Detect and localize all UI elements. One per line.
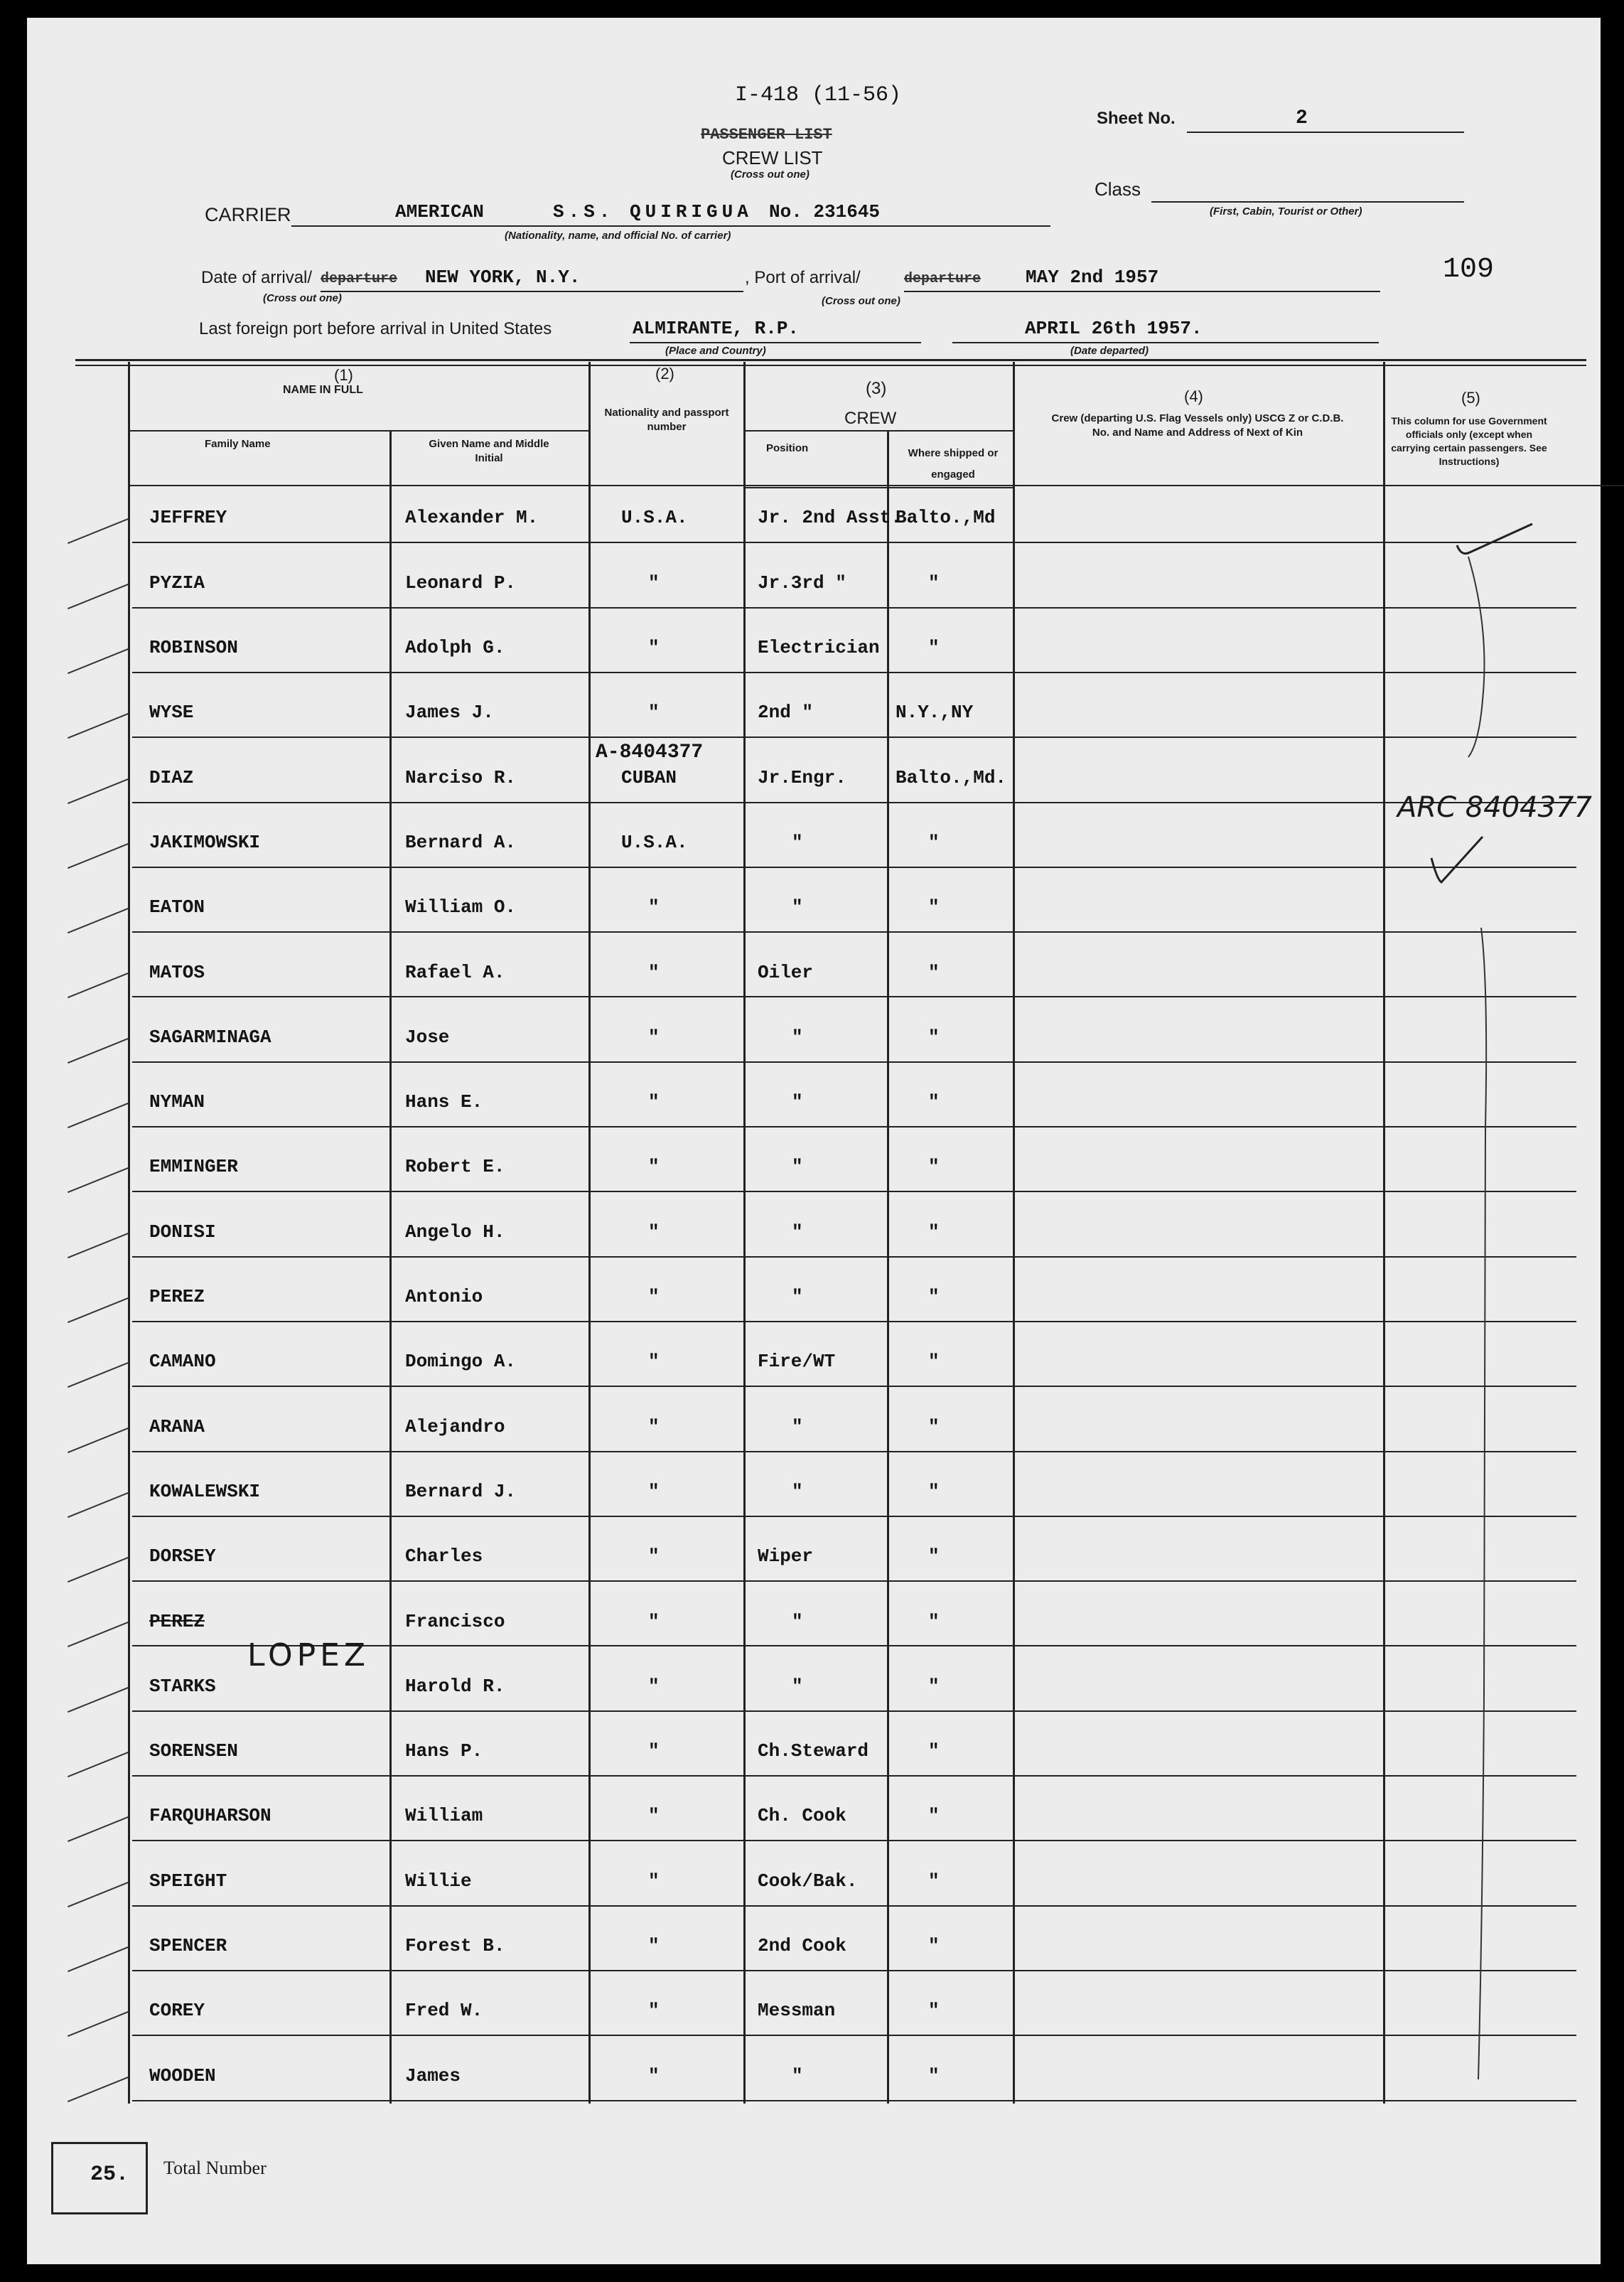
col3a-position: Position [766, 442, 809, 454]
sheet-number: 2 [1296, 107, 1308, 129]
struck-departure-2: departure [904, 271, 982, 287]
row-rule [132, 1061, 1576, 1063]
family-name-cell: PEREZ [149, 1286, 205, 1307]
col1-title: NAME IN FULL [283, 384, 363, 396]
row-rule [132, 2100, 1576, 2101]
row-rule [132, 802, 1576, 803]
family-name-cell: EATON [149, 896, 205, 918]
carrier-note: (Nationality, name, and official No. of carrier) [505, 230, 731, 242]
position-cell: " [792, 896, 803, 918]
family-name-cell: JAKIMOWSKI [149, 832, 261, 853]
family-name-cell: SPEIGHT [149, 1870, 227, 1892]
row-rule [132, 1451, 1576, 1452]
row-rule [132, 1386, 1576, 1387]
nationality-cell: " [648, 1286, 660, 1307]
col3-title: CREW [844, 409, 897, 428]
total-label: Total Number [163, 2158, 267, 2178]
cross-note-2: (Cross out one) [822, 295, 900, 307]
row-number-slash [68, 1752, 129, 1777]
passport-number-diaz: A-8404377 [596, 741, 704, 764]
row-rule [132, 1256, 1576, 1258]
row-rule [132, 607, 1576, 609]
position-cell: Messman [758, 2000, 836, 2021]
family-name-cell: DIAZ [149, 767, 194, 788]
family-name-cell: EMMINGER [149, 1156, 238, 1177]
bracket-line-icon [1468, 557, 1485, 757]
where-shipped-cell: Balto.,Md. [896, 767, 1007, 788]
given-name-cell: Antonio [405, 1286, 483, 1307]
last-port-value: ALMIRANTE, R.P. [633, 318, 800, 339]
family-name-cell: COREY [149, 2000, 205, 2021]
handwritten-lopez: LOPEZ [247, 1637, 370, 1673]
where-shipped-cell: " [928, 1611, 940, 1632]
given-name-cell: William O. [405, 896, 517, 918]
struck-departure: departure [321, 271, 398, 287]
row-rule [132, 1905, 1576, 1907]
position-cell: 2nd Cook [758, 1935, 846, 1956]
total-value: 25. [90, 2163, 129, 2187]
nationality-cell: " [648, 1481, 660, 1502]
struck-passenger-list: PASSENGER LIST [701, 126, 832, 144]
position-cell: 2nd " [758, 702, 814, 723]
position-cell: Wiper [758, 1546, 814, 1567]
nationality-cell: " [648, 962, 660, 983]
row-number-slash [68, 1167, 129, 1193]
family-name-cell: ARANA [149, 1416, 205, 1437]
row-rule [132, 1970, 1576, 1971]
row-rule [132, 1321, 1576, 1322]
col4-title: Crew (departing U.S. Flag Vessels only) USCG Z or C.D.B. No. and Name and Address of Next of Kin [1051, 412, 1344, 439]
nationality-cell: " [648, 1740, 660, 1762]
family-name-cell: SAGARMINAGA [149, 1027, 271, 1048]
where-shipped-cell: " [928, 572, 940, 594]
position-cell: Ch.Steward [758, 1740, 869, 1762]
given-name-cell: Rafael A. [405, 962, 505, 983]
position-cell: Cook/Bak. [758, 1870, 858, 1892]
where-shipped-cell: " [928, 896, 940, 918]
position-cell: Fire/WT [758, 1351, 836, 1372]
where-shipped-cell: " [928, 1156, 940, 1177]
total-box [51, 2142, 148, 2214]
row-number-slash [68, 778, 129, 804]
cross-note-1: (Cross out one) [263, 292, 342, 304]
row-number-slash [68, 2077, 129, 2102]
row-number-slash [68, 1946, 129, 1972]
family-name-cell: SPENCER [149, 1935, 227, 1956]
where-shipped-cell: " [928, 832, 940, 853]
row-number-slash [68, 2011, 129, 2037]
row-rule [132, 1775, 1576, 1777]
where-shipped-cell: " [928, 1676, 940, 1697]
departed-date-value: APRIL 26th 1957. [1025, 318, 1203, 339]
sheet-label: Sheet No. [1097, 109, 1176, 128]
given-name-cell: Bernard A. [405, 832, 517, 853]
date-note: (Date departed) [1070, 345, 1149, 357]
where-shipped-cell: " [928, 1870, 940, 1892]
row-rule [132, 867, 1576, 868]
crew-list-form [27, 18, 1601, 2264]
family-name-cell: WYSE [149, 702, 194, 723]
given-name-cell: Francisco [405, 1611, 505, 1632]
row-number-slash [68, 1882, 129, 1907]
nationality-cell: U.S.A. [621, 507, 688, 528]
row-rule [132, 1516, 1576, 1517]
page-number: 109 [1443, 254, 1495, 286]
where-shipped-cell: " [928, 1091, 940, 1113]
family-name-cell: KOWALEWSKI [149, 1481, 261, 1502]
family-name-cell: FARQUHARSON [149, 1805, 271, 1826]
col4-number: (4) [1184, 387, 1203, 405]
col1-number: (1) [334, 366, 353, 384]
col5-number: (5) [1461, 389, 1480, 407]
nationality-cell: " [648, 1611, 660, 1632]
carrier-name: S.S. QUIRIGUA [553, 201, 753, 223]
where-shipped-cell: " [928, 1351, 940, 1372]
position-cell: Ch. Cook [758, 1805, 846, 1826]
position-cell: " [792, 1416, 803, 1437]
row-rule [132, 1710, 1576, 1712]
row-number-slash [68, 908, 129, 933]
row-rule [132, 1580, 1576, 1582]
row-number-slash [68, 518, 129, 544]
checkmark-icon [1431, 837, 1483, 882]
where-shipped-cell: Balto.,Md [896, 507, 996, 528]
row-number-slash [68, 648, 129, 674]
given-name-cell: Domingo A. [405, 1351, 517, 1372]
row-number-slash [68, 584, 129, 609]
where-shipped-cell: " [928, 1027, 940, 1048]
where-shipped-cell: N.Y.,NY [896, 702, 974, 723]
position-cell: " [792, 832, 803, 853]
row-number-slash [68, 843, 129, 869]
family-name-cell: PYZIA [149, 572, 205, 594]
where-shipped-cell: " [928, 1286, 940, 1307]
row-number-slash [68, 1492, 129, 1518]
nationality-cell: " [648, 572, 660, 594]
where-shipped-cell: " [928, 2065, 940, 2087]
family-name-cell: DONISI [149, 1221, 216, 1243]
given-name-cell: Adolph G. [405, 637, 505, 658]
position-cell: Oiler [758, 962, 814, 983]
position-cell: Jr.Engr. [758, 767, 846, 788]
family-name-cell: JEFFREY [149, 507, 227, 528]
family-name-cell: DORSEY [149, 1546, 216, 1567]
col3b-where-shipped: Where shipped or engaged [908, 447, 999, 481]
last-port-label: Last foreign port before arrival in United States [199, 319, 552, 338]
col1b-given-name: Given Name and Middle Initial [429, 438, 549, 464]
where-shipped-cell: " [928, 2000, 940, 2021]
col3-number: (3) [866, 379, 887, 398]
nationality-cell: " [648, 1935, 660, 1956]
carrier-official-number: No. 231645 [769, 201, 881, 223]
form-title: CREW LIST [722, 147, 823, 168]
form-number: I-418 (11-56) [735, 83, 902, 107]
col2-number: (2) [655, 365, 674, 382]
given-name-cell: Fred W. [405, 2000, 483, 2021]
position-cell: " [792, 1221, 803, 1243]
where-shipped-cell: " [928, 1481, 940, 1502]
family-name-cell: WOODEN [149, 2065, 216, 2087]
given-name-cell: James J. [405, 702, 494, 723]
nationality-cell: " [648, 2065, 660, 2087]
position-cell: " [792, 1027, 803, 1048]
position-cell: " [792, 1481, 803, 1502]
nationality-cell: " [648, 1870, 660, 1892]
row-rule [132, 931, 1576, 933]
row-number-slash [68, 1103, 129, 1128]
position-cell: " [792, 2065, 803, 2087]
family-name-cell: SORENSEN [149, 1740, 238, 1762]
class-label: Class [1095, 178, 1141, 200]
row-number-slash [68, 973, 129, 998]
family-name-cell: CAMANO [149, 1351, 216, 1372]
nationality-cell: " [648, 1546, 660, 1567]
arrival-date-value: MAY 2nd 1957 [1026, 267, 1159, 288]
given-name-cell: Narciso R. [405, 767, 517, 788]
arrival-port-value: NEW YORK, N.Y. [425, 267, 581, 288]
row-number-slash [68, 1362, 129, 1388]
nationality-cell: " [648, 1416, 660, 1437]
given-name-cell: Charles [405, 1546, 483, 1567]
given-name-cell: Angelo H. [405, 1221, 505, 1243]
date-of-arrival-label: Date of arrival/ [201, 268, 313, 287]
nationality-cell: " [648, 702, 660, 723]
row-number-slash [68, 1687, 129, 1713]
position-cell: Electrician [758, 637, 880, 658]
bracket-line-icon [1478, 928, 1486, 2079]
position-cell: " [792, 1091, 803, 1113]
where-shipped-cell: " [928, 962, 940, 983]
position-cell: " [792, 1676, 803, 1697]
nationality-cell: " [648, 2000, 660, 2021]
handwritten-arc-number: ARC 8404377 [1397, 791, 1592, 824]
carrier-nationality: AMERICAN [395, 201, 484, 223]
row-number-slash [68, 1427, 129, 1453]
row-rule [132, 1191, 1576, 1192]
nationality-cell: U.S.A. [621, 832, 688, 853]
checkmark-annotations [1383, 487, 1554, 2122]
row-rule [132, 996, 1576, 997]
given-name-cell: Forest B. [405, 1935, 505, 1956]
checkmark-icon [1457, 524, 1532, 554]
row-number-slash [68, 1557, 129, 1582]
nationality-cell: " [648, 1091, 660, 1113]
family-name-cell: ROBINSON [149, 637, 238, 658]
row-rule [132, 1126, 1576, 1127]
where-shipped-cell: " [928, 1740, 940, 1762]
row-rule [132, 542, 1576, 543]
place-note: (Place and Country) [665, 345, 766, 357]
position-cell: Jr.3rd " [758, 572, 846, 594]
position-cell: " [792, 1156, 803, 1177]
nationality-cell: " [648, 1156, 660, 1177]
col2-title: Nationality and passport number [604, 407, 729, 433]
given-name-cell: Hans P. [405, 1740, 483, 1762]
given-name-cell: Alexander M. [405, 507, 539, 528]
given-name-cell: Bernard J. [405, 1481, 517, 1502]
nationality-cell: CUBAN [621, 767, 677, 788]
row-number-slash [68, 1816, 129, 1842]
nationality-cell: " [648, 637, 660, 658]
given-name-cell: Alejandro [405, 1416, 505, 1437]
row-rule [132, 672, 1576, 673]
row-number-slash [68, 1297, 129, 1323]
port-of-arrival-label: , Port of arrival/ [745, 268, 861, 287]
position-cell: " [792, 1286, 803, 1307]
given-name-cell: Leonard P. [405, 572, 517, 594]
title-note: (Cross out one) [731, 168, 810, 181]
nationality-cell: " [648, 1676, 660, 1697]
family-name-cell: NYMAN [149, 1091, 205, 1113]
position-cell: " [792, 1611, 803, 1632]
class-note: (First, Cabin, Tourist or Other) [1210, 205, 1362, 218]
row-number-slash [68, 1233, 129, 1258]
given-name-cell: James [405, 2065, 461, 2087]
col1a-family-name: Family Name [205, 438, 271, 450]
nationality-cell: " [648, 1221, 660, 1243]
col5-title: This column for use Government officials only (except when carrying certain passengers. See Instructions) [1391, 415, 1547, 467]
given-name-cell: Willie [405, 1870, 472, 1892]
where-shipped-cell: " [928, 1805, 940, 1826]
row-rule [132, 2035, 1576, 2036]
where-shipped-cell: " [928, 1221, 940, 1243]
where-shipped-cell: " [928, 1546, 940, 1567]
where-shipped-cell: " [928, 1416, 940, 1437]
row-number-slash [68, 1038, 129, 1064]
given-name-cell: Robert E. [405, 1156, 505, 1177]
given-name-cell: Harold R. [405, 1676, 505, 1697]
nationality-cell: " [648, 1027, 660, 1048]
nationality-cell: " [648, 896, 660, 918]
given-name-cell: Jose [405, 1027, 450, 1048]
family-name-cell: MATOS [149, 962, 205, 983]
where-shipped-cell: " [928, 1935, 940, 1956]
given-name-cell: Hans E. [405, 1091, 483, 1113]
row-number-slash [68, 713, 129, 739]
nationality-cell: " [648, 1805, 660, 1826]
carrier-label: CARRIER [205, 204, 291, 225]
nationality-cell: " [648, 1351, 660, 1372]
position-cell: Jr. 2nd Asst. [758, 507, 902, 528]
where-shipped-cell: " [928, 637, 940, 658]
row-number-slash [68, 1622, 129, 1647]
family-name-cell: PEREZ [149, 1611, 205, 1632]
family-name-cell: STARKS [149, 1676, 216, 1697]
row-rule [132, 1840, 1576, 1841]
given-name-cell: William [405, 1805, 483, 1826]
row-rule [132, 736, 1576, 738]
